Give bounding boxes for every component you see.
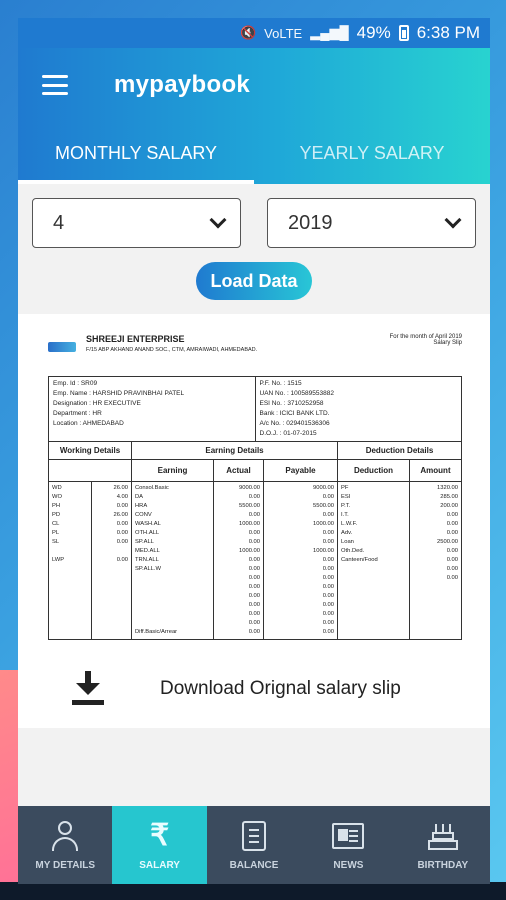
load-wrap [32,262,476,300]
info-line: P.F. No. : 1515 [259,380,302,387]
salary-tabs [18,122,490,184]
company-logo [48,342,76,360]
tab-indicator [18,180,254,184]
info-line: Designation : HR EXECUTIVE [53,400,141,407]
nav-balance[interactable] [207,806,301,884]
slip-cell: 0.00 [248,611,260,617]
slip-cell: 9000.00 [239,485,260,491]
slip-cell: 0.00 [116,557,128,563]
slip-cell: Adv. [341,530,353,536]
slip-cell: MED.ALL [135,548,160,554]
slip-cell: Diff.Basic/Arrear [135,629,178,635]
deduction-details-header: Deduction Details [337,442,461,459]
app-screen [18,18,490,884]
slip-cell: 0.00 [248,629,260,635]
slip-cell: PF [341,485,349,491]
column-headers [49,460,461,482]
slip-cell: PD [52,512,61,518]
month-select-value: 4 [53,211,65,234]
slip-cell: 0.00 [322,593,334,599]
slip-cell [52,547,88,556]
slip-cell: 0.00 [322,539,334,545]
chevron-down-icon [210,212,227,229]
slip-cell: DA [135,494,144,500]
slip-cell: SP.ALL [135,539,154,545]
slip-cell: PH [52,503,61,509]
slip-cell: L.W.F. [341,521,358,527]
slip-cell: 0.00 [446,512,458,518]
company-name: SHREEJI ENTERPRISE [86,334,185,344]
slip-cell: 0.00 [248,512,260,518]
info-line: D.O.J. : 01-07-2015 [259,430,317,437]
slip-cell: 0.00 [322,602,334,608]
slip-cell: ESI [341,494,351,500]
slip-cell [135,574,210,583]
year-select-value: 2019 [288,211,333,234]
slip-cell: 1000.00 [313,548,334,554]
payable-value-col [263,482,337,639]
slip-period-line1: For the month of April 2019 [389,334,462,340]
main-content [18,184,490,699]
battery-percent: 49% [356,23,391,42]
slip-cell: WASH.AL [135,521,161,527]
slip-cell: 0.00 [322,530,334,536]
slip-cell: 26.00 [113,512,128,518]
slip-cell: 5500.00 [239,503,260,509]
info-line: Department : HR [53,410,102,417]
slip-cell: 0.00 [322,494,334,500]
slip-cell: 0.00 [116,539,128,545]
status-icons [240,23,480,43]
slip-table [48,376,462,640]
slip-cell: 0.00 [446,548,458,554]
nav-label: BALANCE [229,859,279,871]
slip-cell: 0.00 [322,512,334,518]
slip-cell: 285.00 [440,494,458,500]
slip-cell: 0.00 [446,530,458,536]
slip-cell: 0.00 [248,557,260,563]
nav-label: NEWS [333,859,364,871]
deduction-col-header: Deduction [337,460,409,481]
slip-cell: CL [52,521,60,527]
cake-icon [428,820,458,852]
slip-cell [135,592,210,601]
info-line: A/c No. : 029401536306 [259,420,330,427]
slip-cell: 200.00 [440,503,458,509]
slip-cell: WO [52,494,62,500]
slip-cell: TRN.ALL [135,557,159,563]
info-line: Location : AHMEDABAD [53,420,124,427]
slip-cell: P.T. [341,503,351,509]
slip-cell: WD [52,485,62,491]
slip-cell: 0.00 [116,530,128,536]
employee-info [49,377,461,442]
nav-label: BIRTHDAY [417,859,469,871]
deduction-label-col [337,482,409,639]
slip-cell: Consol.Basic [135,485,169,491]
slip-cell: 0.00 [248,566,260,572]
slip-cell: 0.00 [446,566,458,572]
slip-cell: 0.00 [248,575,260,581]
load-data-button[interactable]: Load Data [196,262,312,300]
rupee-icon: ₹ [150,818,170,852]
salary-slip [48,334,462,640]
section-headers [49,442,461,460]
slip-company [86,334,352,353]
slip-cell: SL [52,539,60,545]
info-line: Bank : ICICI BANK LTD. [259,410,330,417]
payable-col-header: Payable [263,460,337,481]
working-label-col [49,482,91,639]
slip-cell: SP.ALL.W [135,566,161,572]
background-decoration-dark [0,882,506,900]
actual-value-col [213,482,263,639]
slip-cell: 2500.00 [437,539,458,545]
slip-cell: 0.00 [116,521,128,527]
slip-cell: Oth.Ded. [341,548,365,554]
tab-yearly-salary[interactable]: YEARLY SALARY [299,142,445,163]
working-subheader-blank [49,460,131,481]
newspaper-icon [332,820,364,852]
slip-rows [49,482,461,639]
info-line: UAN No. : 100589553882 [259,390,334,397]
slip-cell: 0.00 [248,602,260,608]
slip-cell: 0.00 [446,521,458,527]
working-value-col [91,482,131,639]
info-line: Emp. Name : HARSHID PRAVINBHAI PATEL [53,390,185,397]
nav-news[interactable] [301,806,395,884]
volte-icon: VoLTE [264,25,303,41]
slip-cell: OTH.ALL [135,530,160,536]
actual-col-header: Actual [213,460,263,481]
clock: 6:38 PM [416,23,480,42]
info-line: ESI No. : 3710252958 [259,400,324,407]
earning-label-col [131,482,213,639]
slip-cell: 1320.00 [437,485,458,491]
slip-cell: 4.00 [116,494,128,500]
slip-cell [135,601,210,610]
battery-icon [399,25,409,41]
slip-cell: 1000.00 [239,521,260,527]
slip-cell: LWP [52,557,65,563]
month-select[interactable] [32,198,241,248]
amount-col-header: Amount [409,460,461,481]
info-line: Emp. Id : SR09 [53,380,98,387]
working-details-header: Working Details [59,446,121,455]
slip-cell: 0.00 [322,566,334,572]
slip-cell: 0.00 [248,593,260,599]
slip-cell: 0.00 [322,557,334,563]
slip-cell: 0.00 [248,539,260,545]
slip-cell: 0.00 [248,530,260,536]
salary-slip-preview [18,314,490,699]
tab-monthly-salary[interactable]: MONTHLY SALARY [54,142,218,163]
status-bar [18,18,490,48]
nav-birthday[interactable] [396,806,490,884]
user-icon [50,820,80,852]
nav-label: MY DETAILS [35,859,96,871]
app-title: mypaybook [114,71,251,98]
slip-cell [135,583,210,592]
filter-row [32,198,476,248]
clipboard-icon [242,820,266,852]
employee-info-right [255,377,462,441]
slip-cell: 9000.00 [313,485,334,491]
slip-cell: 0.00 [322,629,334,635]
slip-cell: Canteen/Food [341,557,378,563]
slip-cell: 0.00 [248,584,260,590]
app-bar [18,48,490,122]
slip-header [48,334,462,376]
slip-cell: 0.00 [322,575,334,581]
slip-cell: 1000.00 [239,548,260,554]
slip-cell: 5500.00 [313,503,334,509]
employee-info-left [49,377,255,441]
earning-col-header: Earning [131,460,213,481]
slip-cell [135,610,210,619]
slip-cell: I.T. [341,512,349,518]
download-icon [70,671,106,707]
menu-icon[interactable] [42,75,68,95]
slip-cell: 0.00 [116,503,128,509]
earning-details-header: Earning Details [131,442,337,459]
slip-cell: 0.00 [446,557,458,563]
slip-cell: 0.00 [322,611,334,617]
company-address: F/15 ABP AKHAND ANAND SOC., CTM, AMRAIWADI, AHMEDABAD. [86,347,258,353]
deduction-value-col [409,482,461,639]
slip-cell: 0.00 [446,575,458,581]
slip-cell: CONV [135,512,152,518]
slip-cell: 0.00 [248,620,260,626]
slip-cell [95,547,128,556]
slip-cell: Loan [341,539,354,545]
slip-cell: 26.00 [113,485,128,491]
nav-salary[interactable] [112,806,206,884]
slip-cell: 0.00 [322,620,334,626]
chevron-down-icon [445,212,462,229]
download-slip-label: Download Orignal salary slip [160,678,401,699]
download-slip-row[interactable] [18,650,490,728]
slip-cell: 0.00 [248,494,260,500]
slip-cell: 0.00 [322,584,334,590]
slip-cell: PL [52,530,60,536]
mute-icon: 🔇 [239,25,257,40]
bottom-navigation [18,806,490,884]
nav-my-details[interactable] [18,806,112,884]
year-select[interactable] [267,198,476,248]
slip-cell [135,619,210,628]
slip-cell: 1000.00 [313,521,334,527]
slip-cell: HRA [135,503,148,509]
slip-period [352,334,462,346]
nav-label: SALARY [139,859,180,871]
slip-period-line2: Salary Slip [433,340,462,346]
signal-icon: ▂▄▆█ [310,25,349,40]
